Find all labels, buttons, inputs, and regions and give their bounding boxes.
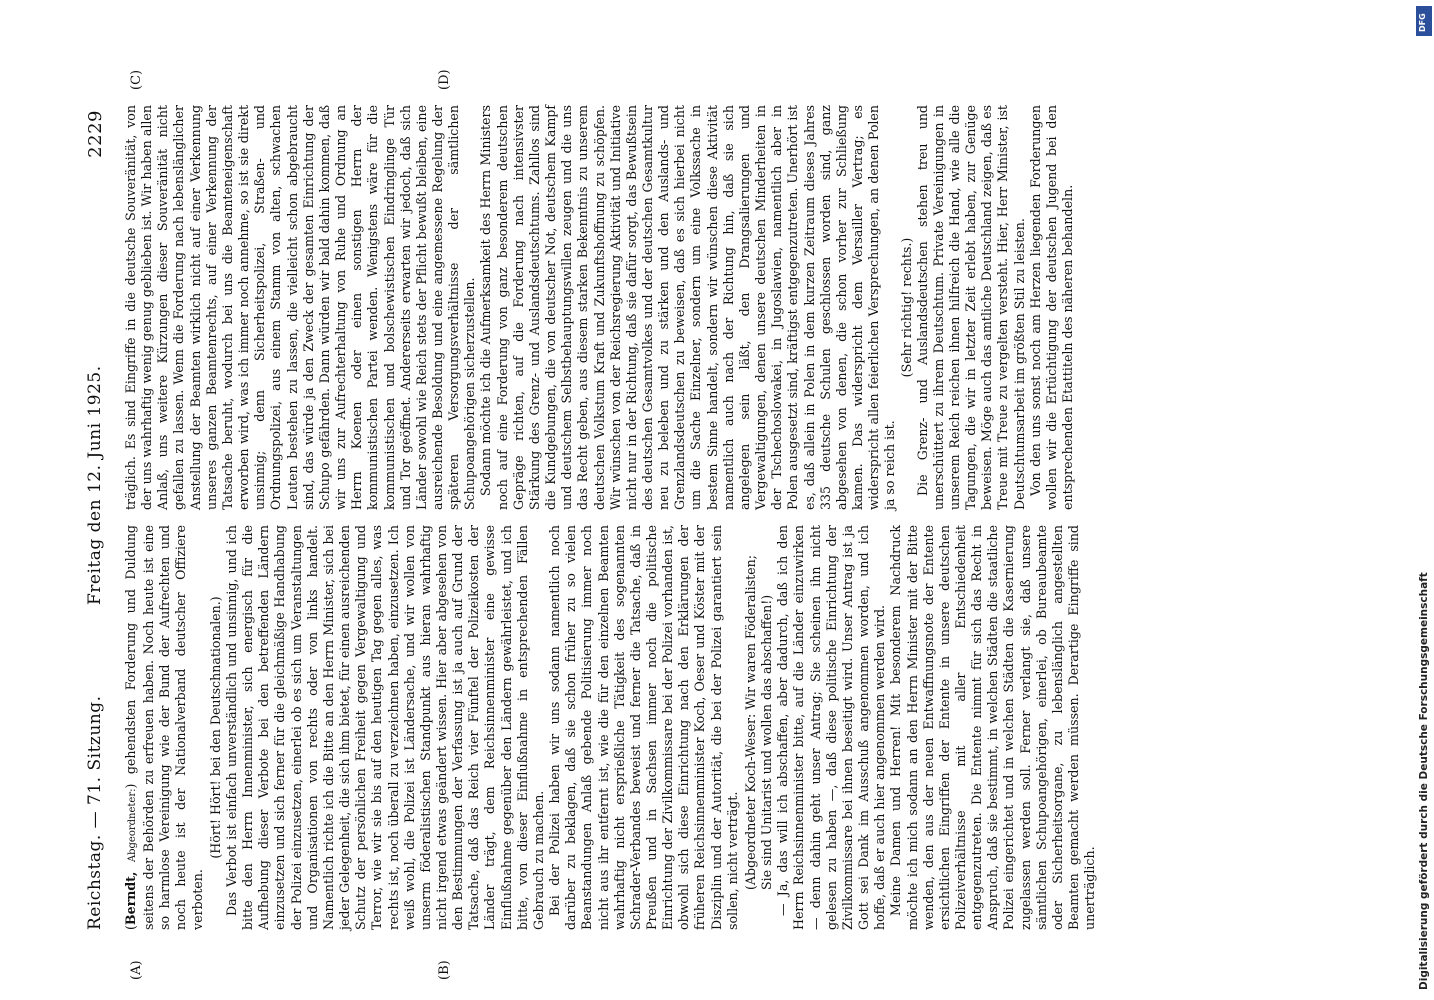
page-number: 2229: [85, 110, 106, 158]
paragraph: Die Grenz- und Auslandsdeutschen stehen treu und unerschüttert zu ihrem Deutschtum. Private Vereinigungen in unserem Reich reichen ihnen hilfreich die Hand, wie alle die Tagungen, die wir in letzter Zeit erlebt haben, zur Genüge beweisen. Möge auch das amtliche Deutschland zeigen, daß es Treue mit Treue zu vergelten versteht. Hier, Herr Minister, ist Deutschtumsarbeit im größten Stil zu leisten.: [914, 105, 1027, 510]
margin-marker-c: (C): [129, 69, 144, 90]
interjection: (Abgeordneter Koch-Weser: Wir waren Föderalisten; Sie sind Unitarist und wollen das abschaffen!): [742, 555, 775, 890]
digitization-credit: [1418, 6, 1434, 996]
speaker-role: Abgeordneter:: [127, 788, 138, 863]
paragraph: Das Verbot ist einfach unverständlich und unsinnig, und ich bitte den Herrn Innenminister, sich energisch für die Aufhebung dieser Verbote bei den betreffenden Ländern einzusetzen und sich ferner für die gleichmäßige Handhabung der Polizei einzusetzen, einerlei ob es sich um Veranstaltungen und Organisationen von rechts oder von links handelt. Namentlich richte ich die Bitte an den Herrn Minister, sich bei jeder Gelegenheit, die sich ihm bietet, für einen ausreichenden Schutz der persönlichen Freiheit gegen Vergewaltigung und Terror, wie wir sie bis auf den heutigen Tag gegen alles, was rechts ist, noch überall zu verzeichnen haben, einzusetzen. Ich weiß wohl, die Polizei ist Ländersache, und wir wollen von unserm föderalistischen Standpunkt aus hieran wahrhaftig nicht irgend etwas geändert wissen. Hier aber abgesehen von den Bestimmungen der Verfassung ist ja auch auf Grund der Tatsache, daß das Reich vier Fünftel der Polizeikosten der Länder trägt, dem Reichsinnenminister eine gewisse Einflußnahme gegenüber den Ländern gewährleistet, und ich bitte, von dieser Einflußnahme in entsprechenden Fällen Gebrauch zu machen.: [223, 525, 546, 930]
paragraph: Meine Damen und Herren! Mit besonderem Nachdruck möchte ich mich sodann an den Herrn Minister mit der Bitte wenden, den aus der neuen Entwaffnungsnote der Entente ersichtlichen Eingriffen der Entente in unsere deutschen Polizeiverhältnisse mit aller Entschiedenheit entgegenzutreten. Die Entente nimmt für sich das Recht in Anspruch, daß sie bestimmt, in welchen Städten die staatliche Polizei eingerichtet und in welchen Städten die Kasernierung zugelassen werden soll. Ferner verlangt sie, daß unsere sämtlichen Schupoangehörigen, einerlei, ob Bureaubeamte oder Sicherheitsorgane, zu lebenslänglich angestellten Beamten gemacht werden müssen. Derartige Eingriffe sind unerträglich.: [888, 525, 1098, 930]
header-session: Reichstag. — 71. Sitzung.: [85, 695, 105, 930]
opening-paragraph: (Berndt, Abgeordneter:) gehendsten Forderung und Duldung seitens der Behörden zu erfreuen haben. Noch heute ist eine so harmlose Vereinigung wie der Bund der Aufrechten und noch heute ist der Nationalverband deutscher Offiziere verboten.: [123, 525, 205, 930]
rotated-page: [67, 10, 1407, 990]
paragraph: Bei der Polizei haben wir uns sodann namentlich noch darüber zu beklagen, daß sie schon früher zu so vielen Beanstandungen Anlaß gebende Politisierung immer noch nicht aus ihr entfernt ist, wie die für den einzelnen Beamten wahrhaftig nicht ersprießliche Tätigkeit des sogenannten Schrader-Verbandes beweist und ferner die Tatsache, daß in Preußen und in Sachsen immer noch die politische Einrichtung der Zivilkommissare bei der Polizei vorhanden ist, obwohl sich diese Einrichtung nach den Erklärungen der früheren Reichsinnenminister Koch, Oeser und Köster mit der Disziplin und der Autorität, die bei der Polizei garantiert sein sollen, nicht verträgt.: [547, 525, 740, 930]
header-date: Freitag den 12. Juni 1925.: [85, 365, 105, 605]
opening-text: gehendsten Forderung und Duldung seitens der Behörden zu erfreuen haben. Noch heute ist eine so harmlose Vereinigung wie der Bund der Aufrechten und noch heute ist der Nationalverband deutscher Offiziere verboten.: [123, 525, 205, 930]
dfg-logo-text: DFG: [1418, 13, 1427, 32]
margin-marker-d: (D): [437, 69, 452, 90]
paragraph: Von den uns sonst noch am Herzen liegenden Forderungen wollen wir die Ertüchtigung der deutschen Jugend bei den entsprechenden Etattiteln des näheren behandeln.: [1027, 105, 1076, 510]
speaker-name: Berndt,: [123, 871, 138, 926]
paragraph: — Ja, das will ich abschaffen, aber dadurch, daß ich den Herrn Reichsinnenminister bitte, auf die Länder einzuwirken — denn dahin geht unser Antrag; Sie scheinen ihn nicht gelesen zu haben —, daß diese politische Einrichtung der Zivilkommissare bei ihnen beseitigt wird. Unser Antrag ist ja Gott sei Dank im Ausschuß angenommen worden, und ich hoffe, daß er auch hier angenommen werden wird.: [775, 525, 888, 930]
right-column: [123, 105, 1076, 510]
paragraph: träglich. Es sind Eingriffe in die deutsche Souveränität, von der uns wahrhaftig wenig genug geblieben ist. Wir haben allen Anlaß, uns weitere Kürzungen dieser Souveränität nicht gefallen zu lassen. Wenn die Forderung nach lebenslänglicher Anstellung der Beamten wirklich nicht auf einer Verkennung unseres ganzen Beamtenrechts, auf einer Verkennung der Tatsache beruht, wodurch bei uns die Beamteneigenschaft erworben wird, was ich immer noch annehme, so ist sie direkt unsinnig; denn Sicherheitspolizei, Straßen- und Ordnungspolizei, aus einem Stamm von alten, schwachen Leuten bestehen zu lassen, die vielleicht schon abgebraucht sind, das würde ja den Zweck der gesamten Einrichtung der Schupo gefährden. Dann würden wir bald dahin kommen, daß wir uns zur Aufrechterhaltung von Ruhe und Ordnung an Herrn Koenen oder einen sonstigen Herrn der kommunistischen Partei wenden. Wenigstens wäre für die kommunistischen und bolschewistischen Eindringlinge Tür und Tor geöffnet. Andererseits erwarten wir jedoch, daß sich Länder sowohl wie Reich stets der Pflicht bewußt bleiben, eine ausreichende Besoldung und eine angemessene Regelung der späteren Versorgungsverhältnisse der sämtlichen Schupoangehörigen sicherzustellen.: [123, 105, 478, 510]
interjection: (Hört! Hört! bei den Deutschnationalen.): [207, 596, 223, 859]
interjection: (Sehr richtig! rechts.): [898, 237, 914, 378]
credit-text: Digitalisierung gefördert durch die Deutsche Forschungsgemeinschaft: [1418, 572, 1430, 990]
margin-marker-a: (A): [129, 960, 144, 980]
margin-marker-b: (B): [437, 960, 452, 980]
paragraph: Sodann möchte ich die Aufmerksamkeit des Herrn Ministers noch auf eine Forderung von ganz besonderem deutschen Gepräge richten, auf die Forderung nach intensivster Stärkung des Grenz- und Auslandsdeutschtums. Zahllos sind die Kundgebungen, die von deutscher Not, deutschem Kampf und deutschem Selbstbehauptungswillen zeugen und die uns das Recht geben, aus diesem starken Bekenntnis zu unserem deutschen Volkstum Kraft und Zukunftshoffnung zu schöpfen. Wir wünschen von der Reichsregierung Aktivität und Initiative nicht nur in der Richtung, daß sie dafür sorgt, das Bewußtsein des deutschen Gesamtvolkes und der deutschen Gesamtkultur neu zu beleben und zu stärken und den Auslands- und Grenzlandsdeutschen zu beweisen, daß es sich hierbei nicht um die Sache Einzelner, sondern um eine Volkssache in bestem Sinne handelt, sondern wir wünschen diese Aktivität namentlich auch nach der Richtung hin, daß sie sich angelegen sein läßt, den Drangsalierungen und Vergewaltigungen, denen unsere deutschen Minderheiten in der Tschechoslowakei, in Jugoslawien, namentlich aber in Polen ausgesetzt sind, kräftigst entgegenzutreten. Unerhört ist es, daß allein in Polen in dem kurzen Zeitraum dieses Jahres 335 deutsche Schulen geschlossen worden sind, ganz abgesehen von denen, die schon vorher zur Schließung kamen. Das widerspricht dem Versailler Vertrag; es widerspricht allen feierlichen Versprechungen, an denen Polen ja so reich ist.: [478, 105, 898, 510]
left-column: [123, 525, 1098, 930]
running-head: [85, 110, 115, 990]
